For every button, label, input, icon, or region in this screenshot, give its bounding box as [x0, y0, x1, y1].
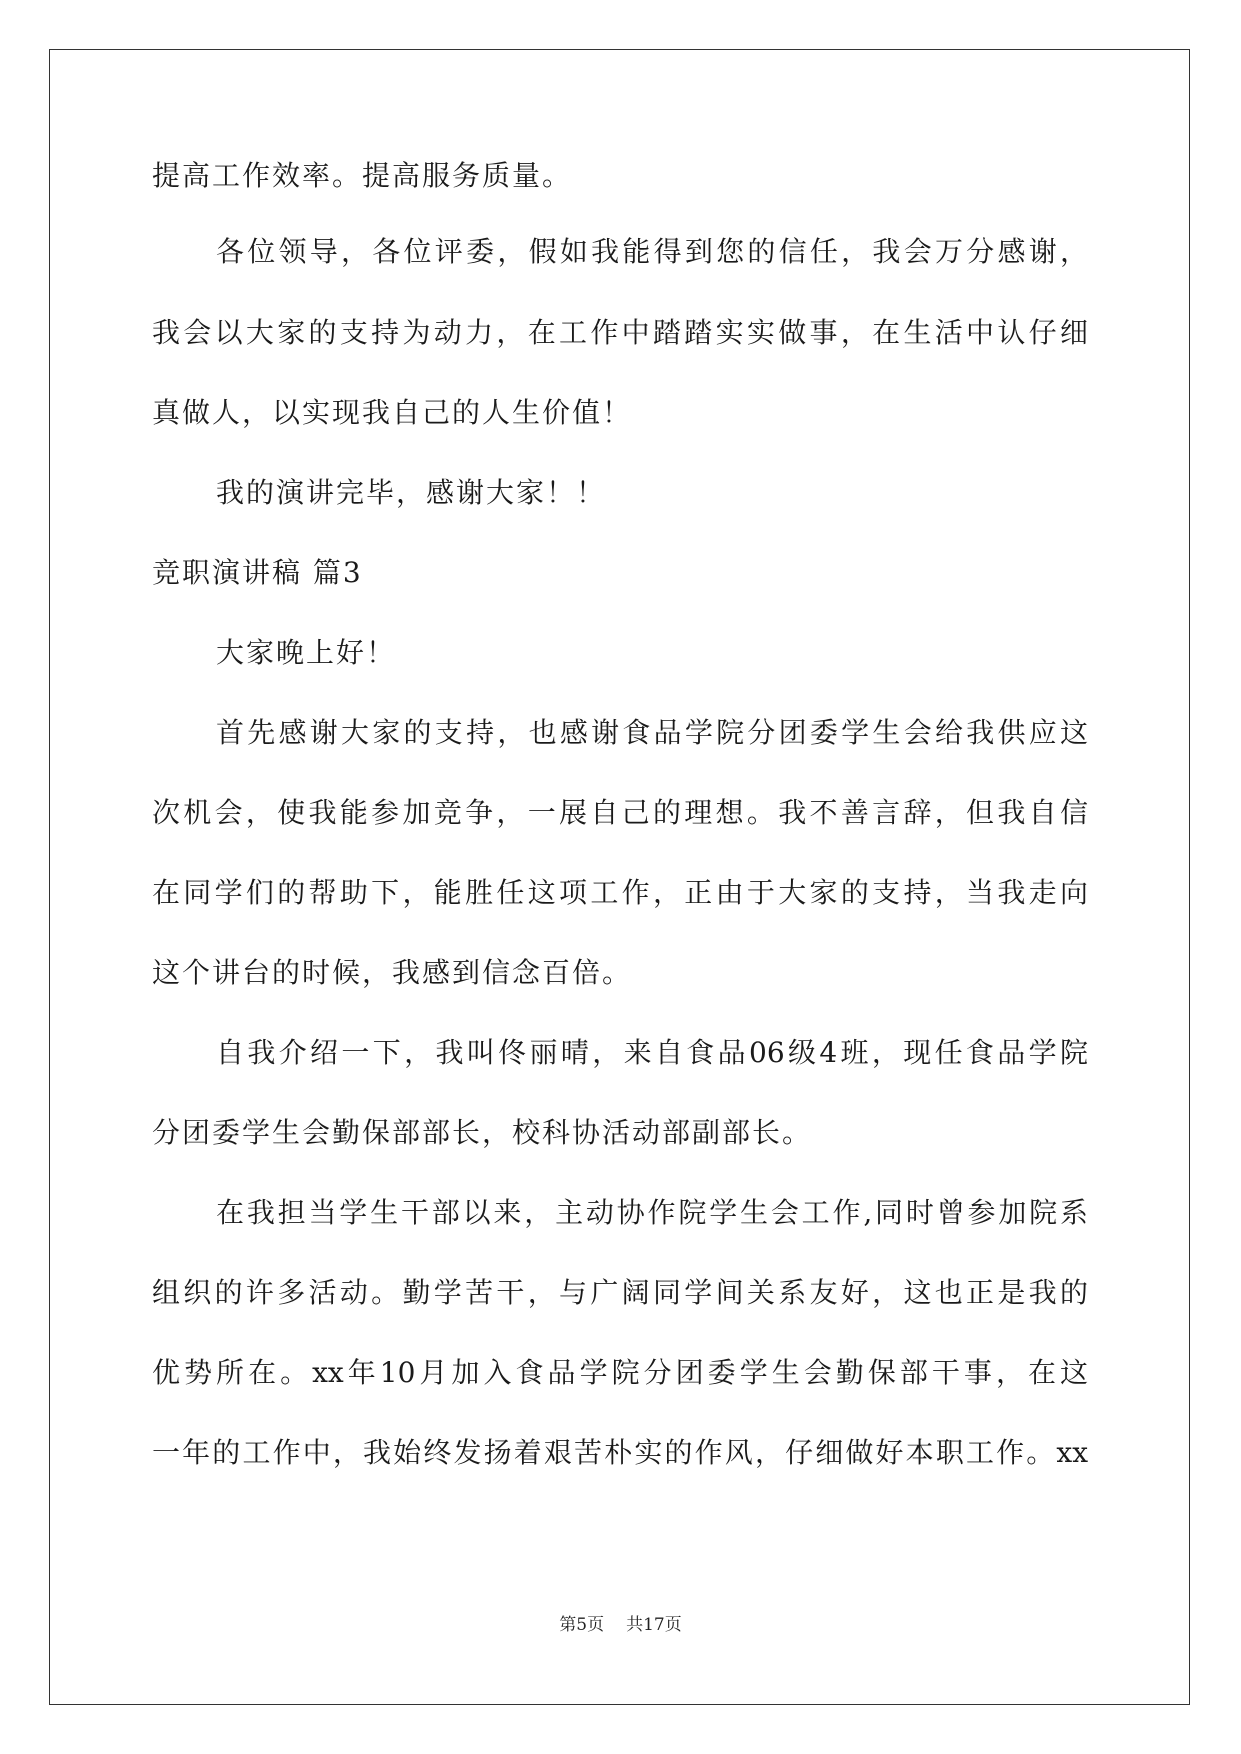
paragraph-line: 我的演讲完毕，感谢大家！！ — [216, 476, 607, 509]
section-heading: 竞职演讲稿 篇3 — [152, 556, 363, 589]
paragraph-line: 优势所在。xx年10月加入食品学院分团委学生会勤保部干事，在这 — [152, 1356, 1088, 1389]
paragraph-line: 一年的工作中，我始终发扬着艰苦朴实的作风，仔细做好本职工作。xx — [152, 1436, 1088, 1469]
page-footer — [0, 1613, 1241, 1637]
paragraph-line: 真做人，以实现我自己的人生价值！ — [152, 396, 633, 429]
page-number: 第5页 — [559, 1615, 605, 1635]
page-total: 共17页 — [626, 1615, 682, 1635]
paragraph-line: 大家晚上好！ — [216, 636, 397, 669]
paragraph-line: 首先感谢大家的支持，也感谢食品学院分团委学生会给我供应这 — [216, 716, 1088, 749]
paragraph-line: 这个讲台的时候，我感到信念百倍。 — [152, 956, 633, 989]
paragraph-line: 各位领导，各位评委，假如我能得到您的信任，我会万分感谢， — [216, 235, 1088, 268]
paragraph-line: 提高工作效率。提高服务质量。 — [152, 159, 573, 192]
paragraph-line: 在我担当学生干部以来，主动协作院学生会工作,同时曾参加院系 — [216, 1196, 1088, 1229]
paragraph-line: 自我介绍一下，我叫佟丽晴，来自食品06级4班，现任食品学院 — [216, 1036, 1088, 1069]
paragraph-line: 我会以大家的支持为动力，在工作中踏踏实实做事，在生活中认仔细 — [152, 316, 1088, 349]
paragraph-line: 在同学们的帮助下，能胜任这项工作，正由于大家的支持，当我走向 — [152, 876, 1088, 909]
paragraph-line: 次机会，使我能参加竞争，一展自己的理想。我不善言辞，但我自信 — [152, 796, 1088, 829]
paragraph-line: 分团委学生会勤保部部长，校科协活动部副部长。 — [152, 1116, 813, 1149]
paragraph-line: 组织的许多活动。勤学苦干，与广阔同学间关系友好，这也正是我的 — [152, 1276, 1088, 1309]
